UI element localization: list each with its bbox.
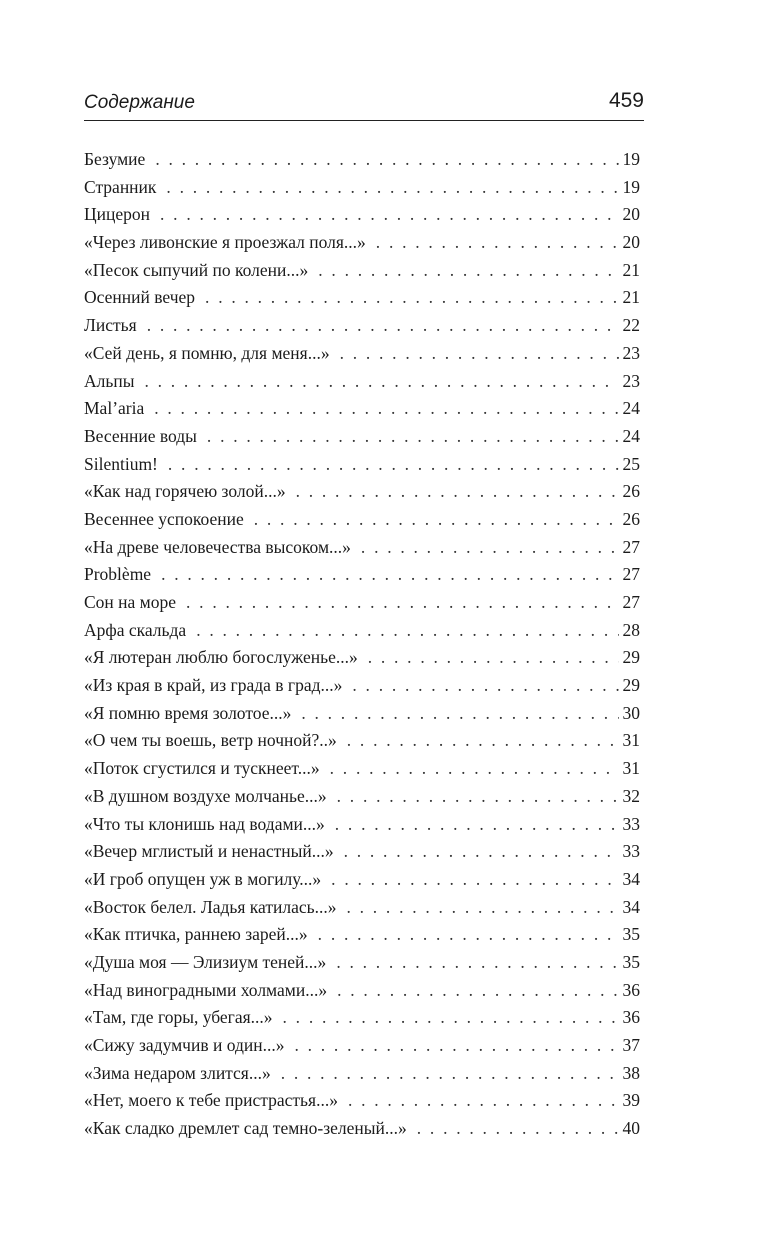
toc-entry [84,534,640,562]
toc-entry-page: 20 [622,232,640,253]
toc-leader-dots [168,451,619,479]
toc-entry [84,1087,640,1115]
toc-entry-page: 37 [622,1035,640,1055]
toc-entry [84,672,640,700]
toc-entry [84,284,640,312]
toc-leader-dots [254,506,619,534]
toc-entry-title: «Я лютеран люблю богослуженье...» [84,647,358,668]
toc-entry-title: «О чем ты воешь, ветр ночной?..» [84,730,337,751]
toc-entry-page: 35 [622,924,640,945]
toc-entry-page: 22 [622,315,640,336]
toc-entry [84,368,640,396]
toc-entry-title: Странник [84,176,157,197]
toc-entry [84,201,640,229]
toc-entry-title: Листья [84,315,137,336]
toc-entry-title: Альпы [84,370,135,391]
toc-entry-page: 23 [622,342,640,363]
toc-entry-page: 36 [622,1007,640,1028]
toc-entry-page: 31 [622,758,640,779]
toc-entry-page: 27 [622,592,640,612]
toc-entry-page: 20 [622,204,640,225]
toc-entry-title: Арфа скальда [84,619,187,640]
toc-entry-page: 26 [622,508,640,529]
toc-entry-page: 24 [622,398,640,419]
toc-entry [84,1060,640,1088]
toc-entry-title: «Я помню время золотое...» [84,702,292,723]
toc-leader-dots [196,617,618,645]
toc-entry-title: «Зима недаром злится...» [84,1062,271,1083]
toc-entry-page: 26 [622,481,640,502]
toc-entry-title: «Поток сгустился и тускнеет...» [84,758,320,779]
toc-entry-page: 28 [622,619,640,640]
toc-leader-dots [147,312,619,340]
toc-leader-dots [352,672,618,700]
toc-entry [84,589,640,617]
toc-entry-page: 29 [622,647,640,668]
toc-entry-title: Осенний вечер [84,287,196,308]
toc-entry-title: Сон на море [84,592,177,612]
toc-entry-page: 30 [622,702,640,723]
toc-leader-dots [337,977,618,1005]
toc-entry-page: 34 [622,896,640,917]
toc-entry-page: 19 [622,176,640,197]
toc-entry [84,340,640,368]
toc-leader-dots [330,755,619,783]
toc-leader-dots [336,949,618,977]
toc-leader-dots [318,257,618,285]
toc-entry-title: «В душном воздухе молчанье...» [84,785,327,806]
toc-leader-dots [296,478,619,506]
toc-entry-page: 39 [622,1090,640,1111]
toc-entry [84,561,640,589]
toc-leader-dots [346,894,618,922]
toc-entry [84,506,640,534]
toc-entry-title: «Через ливонские я проезжал поля...» [84,232,366,253]
toc-entry-page: 27 [622,536,640,557]
toc-entry-title: Цицерон [84,204,151,225]
toc-entry-title: Весеннее успокоение [84,508,244,529]
toc-leader-dots [337,783,619,811]
toc-entry [84,894,640,922]
toc-leader-dots [161,561,618,589]
toc-entry-page: 40 [622,1118,640,1139]
toc-entry [84,257,640,285]
toc-entry-title: «Как над горячею золой...» [84,481,286,502]
toc-entry-page: 33 [622,813,640,834]
toc-entry-title: «Восток белел. Ладья катилась...» [84,896,337,917]
toc-entry-title: Mal’aria [84,398,145,419]
toc-entry [84,700,640,728]
toc-entry-title: Silentium! [84,453,158,474]
toc-entry [84,451,640,479]
toc-entry-title: Безумие [84,149,146,169]
toc-leader-dots [318,921,619,949]
toc-leader-dots [144,368,618,396]
toc-entry [84,395,640,423]
toc-entry [84,146,640,174]
toc-leader-dots [160,201,618,229]
toc-entry-title: «Из края в край, из града в град...» [84,675,343,696]
toc-entry [84,1032,640,1060]
toc-entry-title: Problème [84,564,152,585]
toc-entry-title: «И гроб опущен уж в могилу...» [84,868,322,889]
toc-entry-page: 21 [622,259,640,280]
toc-entry-title: «Душа моя — Элизиум теней...» [84,951,327,972]
toc-leader-dots [283,1004,619,1032]
table-of-contents [84,146,640,1143]
toc-leader-dots [376,229,619,257]
page-number: 459 [608,89,644,112]
toc-entry [84,838,640,866]
toc-entry-title: «Над виноградными холмами...» [84,979,328,1000]
toc-leader-dots [331,866,618,894]
toc-leader-dots [186,589,618,617]
toc-entry [84,949,640,977]
toc-entry-title: «Нет, моего к тебе пристрастья...» [84,1090,338,1111]
toc-entry-title: «Как сладко дремлет сад темно-зеленый...» [84,1118,407,1139]
toc-leader-dots [361,534,619,562]
toc-entry [84,1004,640,1032]
toc-leader-dots [205,284,618,312]
toc-entry-page: 33 [622,841,640,862]
toc-entry-page: 27 [622,564,640,585]
toc-entry [84,174,640,202]
toc-entry [84,755,640,783]
toc-leader-dots [347,727,619,755]
toc-entry-title: «Что ты клонишь над водами...» [84,813,325,834]
toc-leader-dots [417,1115,619,1143]
toc-entry [84,312,640,340]
toc-entry-page: 23 [622,370,640,391]
running-title: Содержание [84,92,195,113]
page-header [84,86,644,121]
toc-entry [84,921,640,949]
toc-entry [84,811,640,839]
toc-entry [84,783,640,811]
toc-entry [84,478,640,506]
toc-leader-dots [166,174,618,202]
toc-entry-page: 36 [622,979,640,1000]
toc-entry-page: 32 [622,785,640,806]
toc-leader-dots [368,644,619,672]
toc-entry-title: «Песок сыпучий по колени...» [84,259,309,280]
toc-entry [84,617,640,645]
toc-entry-title: «Вечер мглистый и ненастный...» [84,841,334,862]
toc-entry [84,229,640,257]
toc-entry-page: 25 [622,453,640,474]
toc-entry-page: 29 [622,675,640,696]
toc-entry-title: «Сей день, я помню, для меня...» [84,342,330,363]
toc-entry [84,866,640,894]
toc-entry [84,727,640,755]
toc-entry [84,423,640,451]
toc-leader-dots [294,1032,618,1060]
toc-entry-title: «На древе человечества высоком...» [84,536,351,557]
toc-entry-page: 19 [622,149,640,169]
toc-entry [84,644,640,672]
toc-entry-page: 35 [622,951,640,972]
toc-entry-title: «Сижу задумчив и один...» [84,1035,285,1055]
toc-leader-dots [155,146,618,174]
toc-leader-dots [348,1087,619,1115]
toc-leader-dots [154,395,618,423]
toc-leader-dots [301,700,618,728]
toc-entry-page: 34 [622,868,640,889]
toc-entry-title: Весенние воды [84,425,197,446]
toc-entry-page: 38 [622,1062,640,1083]
toc-entry-title: «Как птичка, раннею зарей...» [84,924,308,945]
toc-entry [84,977,640,1005]
toc-entry [84,1115,640,1143]
toc-leader-dots [344,838,619,866]
toc-leader-dots [335,811,619,839]
toc-entry-page: 21 [622,287,640,308]
toc-entry-title: «Там, где горы, убегая...» [84,1007,273,1028]
toc-leader-dots [207,423,619,451]
toc-entry-page: 24 [622,425,640,446]
toc-leader-dots [340,340,619,368]
toc-entry-page: 31 [622,730,640,751]
toc-leader-dots [281,1060,619,1088]
